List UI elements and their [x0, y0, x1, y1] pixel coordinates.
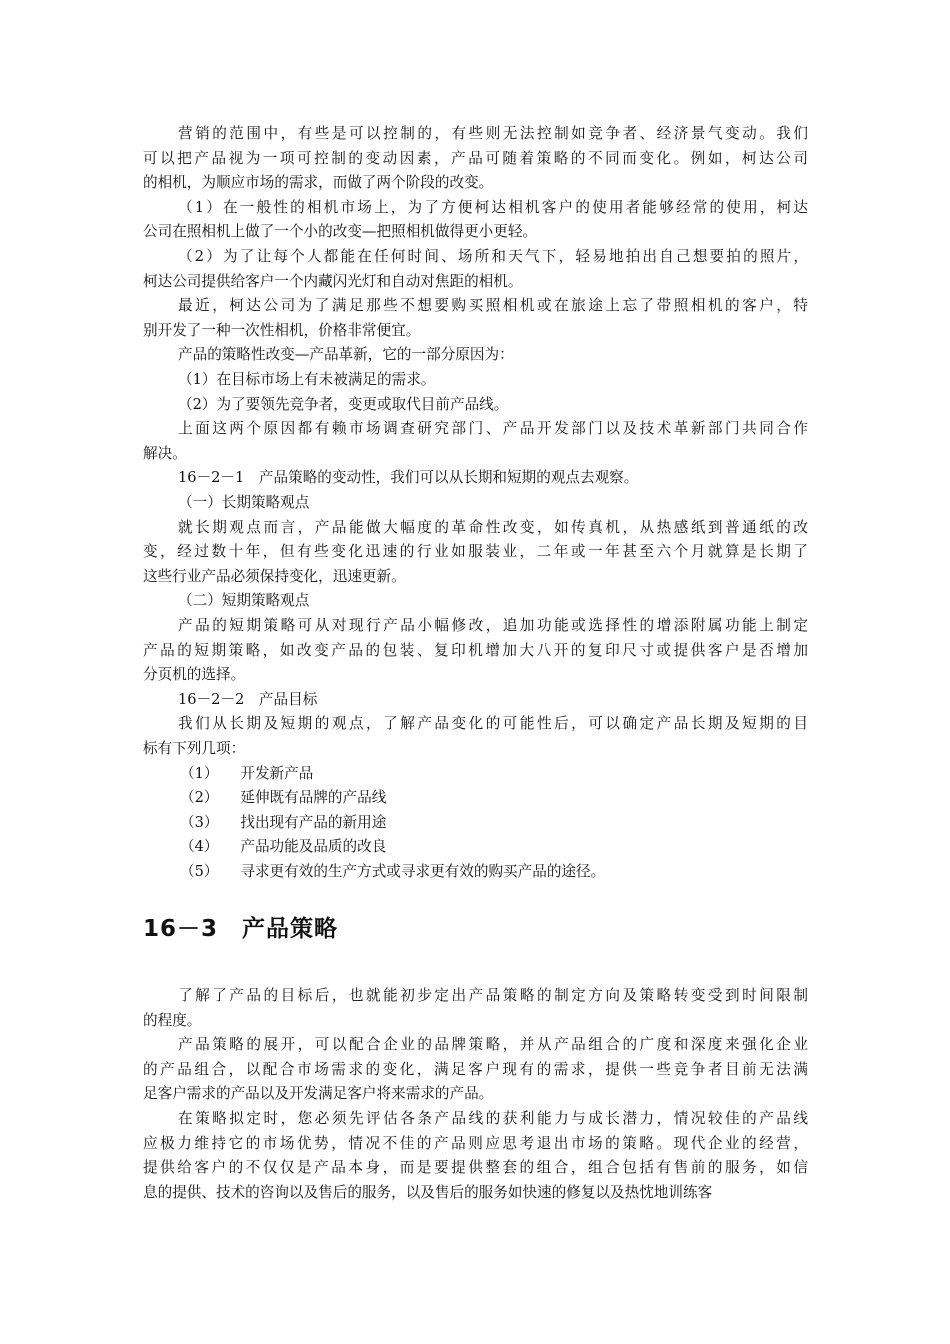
paragraph-first-line: 产品策略的展开，可以配合企业的品牌策略，并从产品组合的广度和深度来强化企业 [178, 1036, 811, 1054]
paragraph-first-line: 上面这两个原因都有赖市场调查研究部门、产品开发部门以及技术革新部门共同合作 [178, 420, 811, 438]
paragraph-line: 这些行业产品必须保持变化，迅速更新。 [143, 567, 406, 585]
paragraph-line: 的相机，为顺应市场的需求，而做了两个阶段的改变。 [143, 174, 494, 192]
paragraph-line: 产品的短期策略，如改变产品的包装、复印机增加大八开的复印尺寸或提供客户是否增加 [143, 641, 811, 659]
paragraph-line: 可以把产品视为一项可控制的变动因素，产品可随着策略的不同而变化。例如，柯达公司 [143, 149, 811, 167]
paragraph-first-line: 16－2－1 产品策略的变动性，我们可以从长期和短期的观点去观察。 [178, 469, 639, 487]
paragraph-first-line: （2）为了让每个人都能在任何时间、场所和天气下，轻易地拍出自己想要拍的照片， [178, 248, 811, 265]
paragraph-first-line: 在策略拟定时，您必须先评估各条产品线的获利能力与成长潜力，情况较佳的产品线 [178, 1110, 811, 1127]
paragraph-first-line: 就长期观点而言，产品能做大幅度的革命性改变，如传真机，从热感纸到普通纸的改 [178, 518, 811, 536]
section-heading: 16－3 产品策略 [143, 915, 339, 942]
paragraph-line: 息的提供、技术的咨询以及售后的服务，以及售后的服务如快速的修复以及热忱地训练客 [143, 1183, 713, 1201]
paragraph-first-line: （5） 寻求更有效的生产方式或寻求更有效的购买产品的途径。 [180, 863, 606, 880]
paragraph-line: 的程度。 [143, 1011, 202, 1029]
paragraph-first-line: 产品的策略性改变—产品革新，它的一部分原因为： [178, 346, 514, 364]
paragraph-line: 柯达公司提供给客户一个内藏闪光灯和自动对焦距的相机。 [143, 272, 523, 290]
paragraph-line: 解决。 [143, 444, 187, 462]
paragraph-line: 标有下列几项： [143, 740, 246, 757]
paragraph-first-line: （2） 延伸既有品牌的产品线 [180, 789, 387, 807]
paragraph-line: 应极力维持它的市场优势，情况不佳的产品则应思考退出市场的策略。现代企业的经营， [143, 1134, 811, 1152]
paragraph-first-line: （1） 开发新产品 [180, 764, 314, 782]
paragraph-first-line: 16－2－2 产品目标 [178, 690, 318, 708]
paragraph-first-line: 营销的范围中，有些是可以控制的，有些则无法控制如竞争者、经济景气变动。我们 [178, 125, 811, 142]
paragraph-line: 的产品组合，以配合市场需求的变化，满足客户现有的需求，提供一些竞争者目前无法满 [143, 1060, 811, 1078]
paragraph-first-line: （1）在一般性的相机市场上，为了方便柯达相机客户的使用者能够经常的使用，柯达 [178, 198, 811, 216]
paragraph-first-line: 我们从长期及短期的观点，了解产品变化的可能性后，可以确定产品长期及短期的目 [178, 715, 811, 733]
paragraph-first-line: （二）短期策略观点 [178, 592, 310, 610]
paragraph-line: 别开发了一种一次性相机，价格非常便宜。 [143, 321, 421, 339]
paragraph-line: 足客户需求的产品以及开发满足客户将来需求的产品。 [143, 1085, 494, 1103]
paragraph-line: 分页机的选择。 [143, 666, 246, 684]
paragraph-line: 变，经过数十年，但有些变化迅速的行业如服装业，二年或一年甚至六个月就算是长期了 [143, 543, 811, 561]
paragraph-first-line: （一）长期策略观点 [178, 494, 310, 511]
paragraph-first-line: （2）为了要领先竞争者，变更或取代目前产品线。 [178, 395, 509, 413]
paragraph-first-line: （1）在目标市场上有未被满足的需求。 [178, 371, 436, 388]
paragraph-first-line: 产品的短期策略可从对现行产品小幅修改，追加功能或选择性的增添附属功能上制定 [178, 617, 811, 634]
paragraph-first-line: 了解了产品的目标后，也就能初步定出产品策略的制定方向及策略转变受到时间限制 [178, 987, 811, 1004]
paragraph-line: 提供给客户的不仅仅是产品本身，而是要提供整套的组合，组合包括有售前的服务，如信 [143, 1159, 811, 1177]
paragraph-line: 公司在照相机上做了一个小的改变—把照相机做得更小更轻。 [143, 223, 538, 241]
paragraph-first-line: （4） 产品功能及品质的改良 [180, 838, 387, 856]
paragraph-first-line: 最近，柯达公司为了满足那些不想要购买照相机或在旅途上忘了带照相机的客户，特 [178, 297, 811, 315]
paragraph-first-line: （3） 找出现有产品的新用途 [180, 813, 387, 831]
